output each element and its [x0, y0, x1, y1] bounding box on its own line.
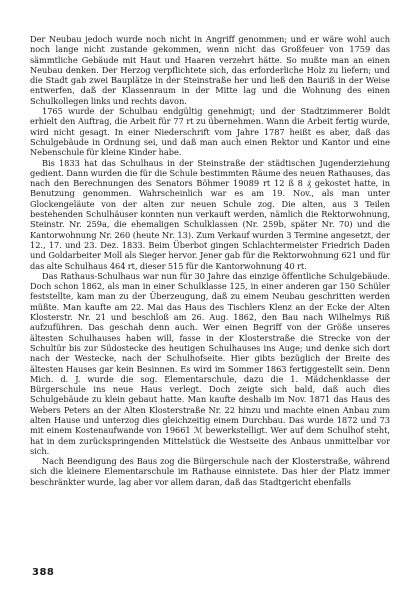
paragraph-1: Der Neubau jedoch wurde noch nicht in Angriff genommen; und er wäre wohl auch noch lange nicht zustande gekommen, wenn nicht das Großfeuer von 1759 das sämmtliche Gebäude mit Haut und Haaren verzehrt hätte. So mußte man an einen Neubau denken. Der Herzog verpflichtete sich, das erforderliche Holz zu liefern; und die Stadt gab zwei Bauplätze in der Steinstraße her und ließ den Bauriß in der Weise entwerfen, daß der Klassenraum in der Mitte lag und die Wohnung des einen Schulkollegen links und rechts davon. — [30, 34, 390, 106]
paragraph-4: Das Rathaus-Schulhaus war nun für 30 Jahre das einzige öffentliche Schulgebäude. Doch schon 1862, als man in einer Schulklasse 125, in einer anderen gar 150 Schüler feststellte, kam man zu der Überzeugung, daß zu einem Neubau geschritten werden müßte. Man kaufte am 22. Mai das Haus des Tischlers Klenz an der Ecke der Alten Klosterstr. Nr. 21 und beschloß am 26. Aug. 1862, den Bau nach Wilhelmys Riß aufzuführen. Das geschah denn auch. Wer einen Begriff von der Größe unseres ältesten Schulhauses haben will, fasse in der Klosterstraße die Strecke von der Schultür bis zur Südostecke des heutigen Schulhauses ins Auge; und denke sich dort nach der Westecke, nach der Schulhofseite. Hier gibts bezüglich der Breite des ältesten Hauses gar kein Besinnen. Es wird im Sommer 1863 fertiggestellt sein. Denn Mich. d. J. wurde die sog. Elementarschule, dazu die 1. Mädchenklasse der Bürgerschule ins neue Haus verlegt. Doch zeigte sich bald, daß auch dies Schulgebäude zu klein gebaut hatte. Man kaufte deshalb im Nov. 1871 das Haus des Webers Peters an der Alten Klosterstraße Nr. 22 hinzu und machte einen Anbau zum alten Hause und unterzog dies gleichzeitig einem Durchbau. Das wurde 1872 und 73 mit einem Kostenaufwande von 19661 ℳ bewerkstelligt. Wer auf dem Schulhof steht, hat in dem zurückspringenden Mittelstück die Westseite des Anbaus unmittelbar vor sich. — [30, 270, 390, 456]
paragraph-3: Bis 1833 hat das Schulhaus in der Steinstraße der städtischen Jugenderziehung gedient. Dann wurden die für die Schule bestimmten Räume des neuen Rathauses, das nach den Berechnungen des Senators Böhmer 19089 rt 12 ß 8 ₰ gekostet hatte, in Benutzung genommen. Wahrscheinlich war es am 19. Nov., als man unter Glockengeläute von der alten zur neuen Schule zog. Die alten, aus 3 Teilen bestehenden Schulhäuser konnten nun verkauft werden, nämlich die Rektorwohnung, Steinstr. Nr. 259a, die ehemaligen Schulklassen (Nr. 259b, später Nr. 70) und die Kantorwohnung Nr. 260 (heute Nr. 13). Zum Verkauf wurden 3 Termine angesetzt, der 12., 17. und 23. Dez. 1833. Beim Überbot gingen Schlachtermeister Friedrich Daden und Goldarbeiter Moll als Sieger hervor. Jener gab für die Rektorwohnung 621 und für das alte Schulhaus 464 rt, dieser 515 für die Kantorwohnung 40 rt. — [30, 157, 390, 271]
paragraph-5: Nach Beendigung des Baus zog die Bürgerschule nach der Klosterstraße, während sich die kleinere Elementarschule im Rathause einnistete. Das hier der Platz immer beschränkter wurde, lag aber vor allem daran, daß das Stadtgericht ebenfalls — [30, 456, 390, 487]
page-number: 388 — [32, 567, 55, 578]
body-text — [30, 34, 390, 487]
paragraph-2: 1765 wurde der Schulbau endgültig genehmigt; und der Stadtzimmerer Boldt erhielt den Auftrag, die Arbeit für 77 rt zu übernehmen. Wann die Arbeit fertig wurde, wird nicht gesagt. In einer Niederschrift vom Jahre 1787 heißt es aber, daß das Schulgebäude in Ordnung sei, und daß man auch einen Rektor und Kantor und eine Nebenschule für kleine Kinder habe. — [30, 106, 390, 158]
